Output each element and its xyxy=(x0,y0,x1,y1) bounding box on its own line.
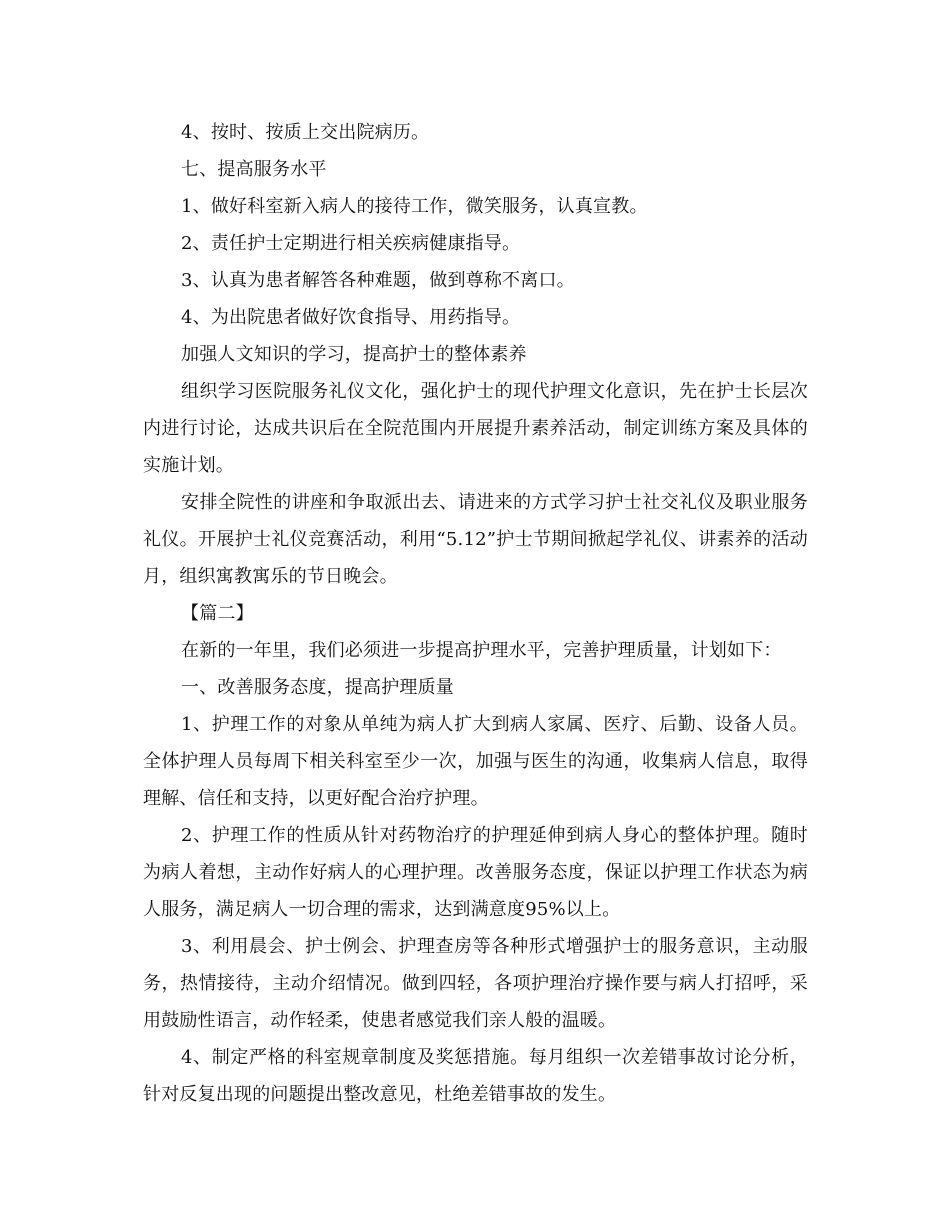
part-heading: 【篇二】 xyxy=(181,603,254,624)
document-body xyxy=(143,114,808,1113)
section-heading: 加强人文知识的学习，提高护士的整体素养 xyxy=(181,344,527,365)
paragraph: 3、利用晨会、护士例会、护理查房等各种形式增强护士的服务意识，主动服务，热情接待，主动介绍情况。做到四轻，各项护理治疗操作要与病人打招呼，采用鼓励性语言，动作轻柔，使患者感觉我们亲人般的温暖。 xyxy=(143,936,808,1031)
paragraph: 在新的一年里，我们必须进一步提高护理水平，完善护理质量，计划如下： xyxy=(181,640,782,661)
paragraph: 2、护理工作的性质从针对药物治疗的护理延伸到病人身心的整体护理。随时为病人着想，主动作好病人的心理护理。改善服务态度，保证以护理工作状态为病人服务，满足病人一切合理的需求，达到满意度95%以上。 xyxy=(143,825,808,920)
paragraph: 组织学习医院服务礼仪文化，强化护士的现代护理文化意识，先在护士长层次内进行讨论，达成共识后在全院范围内开展提升素养活动，制定训练方案及具体的实施计划。 xyxy=(143,381,808,476)
paragraph: 2、责任护士定期进行相关疾病健康指导。 xyxy=(181,233,521,254)
paragraph: 4、制定严格的科室规章制度及奖惩措施。每月组织一次差错事故讨论分析，针对反复出现的问题提出整改意见，杜绝差错事故的发生。 xyxy=(143,1047,808,1105)
section-heading: 七、提高服务水平 xyxy=(181,159,327,180)
paragraph: 3、认真为患者解答各种难题，做到尊称不离口。 xyxy=(181,270,575,291)
paragraph: 1、做好科室新入病人的接待工作，微笑服务，认真宣教。 xyxy=(181,196,648,217)
paragraph: 4、为出院患者做好饮食指导、用药指导。 xyxy=(181,307,521,328)
paragraph: 4、按时、按质上交出院病历。 xyxy=(181,122,430,143)
paragraph: 安排全院性的讲座和争取派出去、请进来的方式学习护士社交礼仪及职业服务礼仪。开展护士礼仪竞赛活动，利用“5.12”护士节期间掀起学礼仪、讲素养的活动月，组织寓教寓乐的节日晚会。 xyxy=(143,492,808,587)
section-heading: 一、改善服务态度，提高护理质量 xyxy=(181,677,454,698)
paragraph: 1、护理工作的对象从单纯为病人扩大到病人家属、医疗、后勤、设备人员。全体护理人员每周下相关科室至少一次，加强与医生的沟通，收集病人信息，取得理解、信任和支持，以更好配合治疗护理。 xyxy=(143,714,808,809)
